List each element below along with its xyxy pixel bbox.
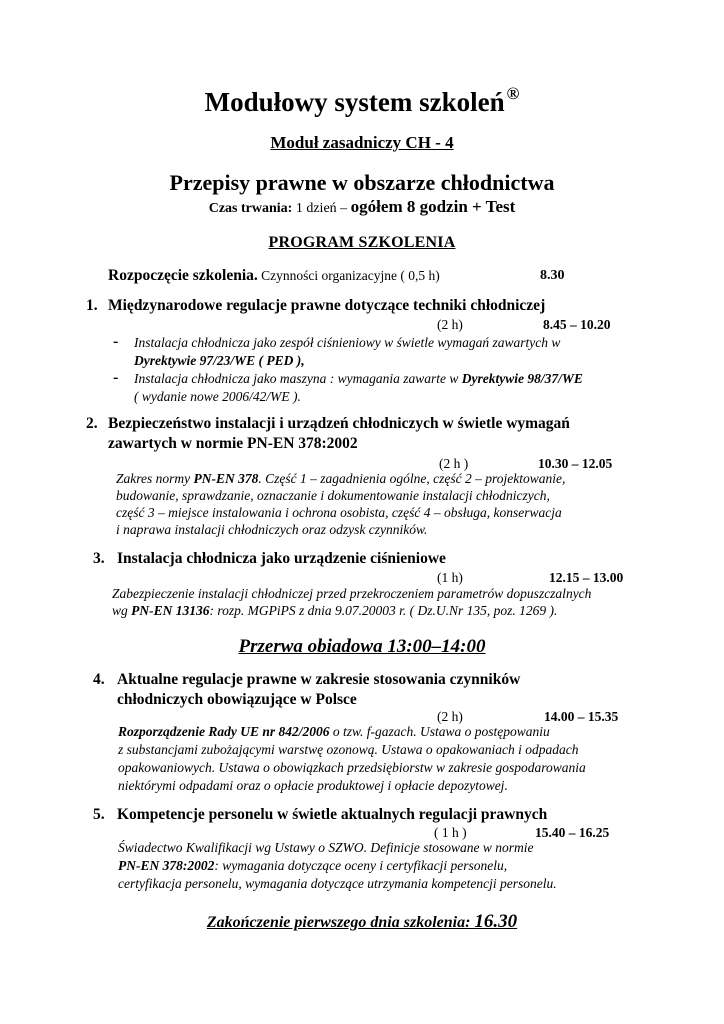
section-4-desc-line-3: opakowaniowych. Ustawa o obowiązkach przedsiębiorstw w zakresie gospodarowania (118, 760, 586, 775)
section-2-hours: (2 h ) (439, 456, 469, 471)
section-1-bullet-1: Instalacja chłodnicza jako zespół ciśnieniowy w świetle wymagań zawartych w (134, 335, 561, 350)
section-1-time: 8.45 – 10.20 (543, 317, 611, 332)
bullet-dash: - (113, 333, 119, 350)
section-4-desc-line-4: niektórymi odpadami oraz o opłacie produktowej i opłacie depozytowej. (118, 778, 508, 793)
section-4-hours: (2 h) (437, 709, 463, 724)
section-4-time: 14.00 – 15.35 (544, 709, 619, 724)
section-3-desc-line-2: wg PN-EN 13136: rozp. MGPiPS z dnia 9.07.20003 r. ( Dz.U.Nr 135, poz. 1269 ). (112, 603, 558, 618)
section-2-number: 2. (86, 415, 98, 432)
section-1-title: Międzynarodowe regulacje prawne dotyczące techniki chłodniczej (108, 297, 546, 314)
intro-line: Rozpoczęcie szkolenia. Czynności organizacyjne ( 0,5 h) (108, 267, 440, 284)
section-3-number: 3. (93, 550, 105, 567)
section-3-title: Instalacja chłodnicza jako urządzenie ciśnieniowe (117, 550, 446, 567)
section-5-desc-line-1: Świadectwo Kwalifikacji wg Ustawy o SZWO. Definicje stosowane w normie (118, 840, 534, 855)
section-1-hours: (2 h) (437, 317, 463, 332)
program-heading: PROGRAM SZKOLENIA (268, 234, 456, 251)
section-5-desc-line-3: certyfikacja personelu, wymagania dotyczące utrzymania kompetencji personelu. (118, 876, 557, 891)
section-1-number: 1. (86, 297, 98, 314)
section-1-bullet-2: Instalacja chłodnicza jako maszyna : wymagania zawarte w Dyrektywie 98/37/WE (134, 371, 583, 386)
document-title: Modułowy system szkoleń ® (204, 84, 520, 117)
section-5-desc-line-2: PN-EN 378:2002: wymagania dotyczące oceny i certyfikacji personelu, (118, 858, 508, 873)
section-2-title-line2: zawartych w normie PN-EN 378:2002 (108, 435, 358, 452)
section-5-number: 5. (93, 806, 105, 823)
section-4-number: 4. (93, 671, 105, 688)
module-heading: Moduł zasadniczy CH - 4 (270, 133, 454, 152)
bullet-dash: - (113, 369, 119, 386)
section-3-desc-line-1: Zabezpieczenie instalacji chłodniczej przed przekroczeniem parametrów dopuszczalnych (112, 586, 592, 601)
lunch-break: Przerwa obiadowa 13:00–14:00 (238, 636, 486, 657)
duration-line: Czas trwania: 1 dzień – ogółem 8 godzin + Test (208, 197, 516, 216)
section-2-time: 10.30 – 12.05 (538, 456, 613, 471)
section-5-hours: ( 1 h ) (434, 825, 467, 840)
document-subtitle: Przepisy prawne w obszarze chłodnictwa (169, 170, 555, 195)
section-3-time: 12.15 – 13.00 (549, 570, 624, 585)
section-5-time: 15.40 – 16.25 (535, 825, 610, 840)
registered-mark: ® (506, 84, 520, 103)
section-2-desc-line-1: Zakres normy PN-EN 378. Część 1 – zagadnienia ogólne, część 2 – projektowanie, (116, 471, 566, 486)
section-1-bullet-2-line2: ( wydanie nowe 2006/42/WE ). (134, 389, 301, 404)
section-4-desc-line-2: z substancjami zubożającymi warstwę ozonową. Ustawa o opakowaniach i odpadach (118, 742, 579, 757)
intro-time: 8.30 (540, 268, 565, 283)
section-2-desc-line-3: część 3 – miejsce instalowania i ochrona osobista, część 4 – obsługa, konserwacja (116, 505, 562, 520)
section-4-desc-line-1: Rozporządzenie Rady UE nr 842/2006 o tzw. f-gazach. Ustawa o postępowaniu (118, 724, 550, 739)
section-4-title-line2: chłodniczych obowiązujące w Polsce (117, 691, 357, 708)
section-2-desc-line-2: budowanie, sprawdzanie, oznaczanie i dokumentowanie instalacji chłodniczych, (116, 488, 550, 503)
section-1-bullet-1-line2: Dyrektywie 97/23/WE ( PED ), (134, 353, 305, 368)
end-of-day: Zakończenie pierwszego dnia szkolenia: 16.30 (206, 911, 518, 932)
section-2-title: Bezpieczeństwo instalacji i urządzeń chłodniczych w świetle wymagań (108, 415, 570, 432)
section-2-desc-line-4: i naprawa instalacji chłodniczych oraz odzysk czynników. (116, 522, 428, 537)
section-5-title: Kompetencje personelu w świetle aktualnych regulacji prawnych (117, 806, 548, 823)
section-3-hours: (1 h) (437, 570, 463, 585)
section-4-title: Aktualne regulacje prawne w zakresie stosowania czynników (117, 671, 521, 688)
